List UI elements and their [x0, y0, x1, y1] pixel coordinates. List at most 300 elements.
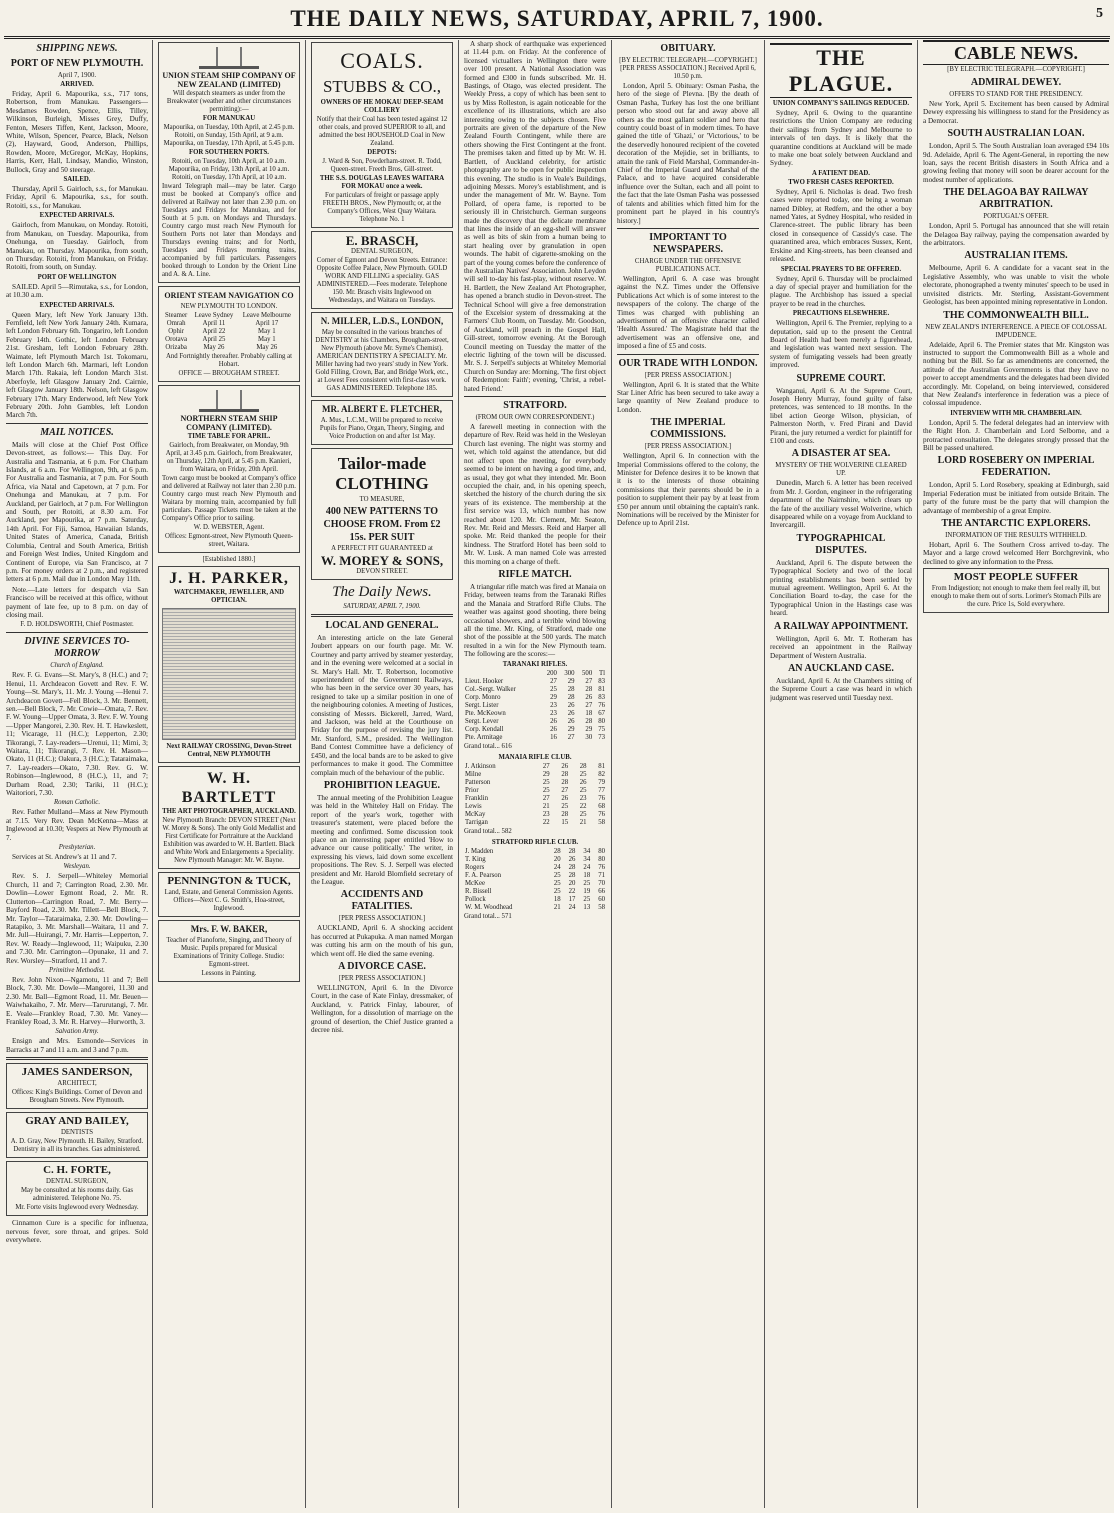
- accidents-heading: ACCIDENTS AND FATALITIES.: [340, 889, 424, 913]
- mail-heading: MAIL NOTICES.: [40, 426, 114, 438]
- dewey-text: New York, April 5. Excitement has been caused by Admiral Dewey expressing his willingness to stand for the Presidency as a Democrat.: [923, 100, 1109, 125]
- paper-nameplate: The Daily News.: [332, 584, 432, 600]
- advert-title: Tailor-made CLOTHING: [335, 454, 429, 493]
- table-cell: May 1: [258, 336, 276, 343]
- score-table-manaia: [464, 763, 606, 827]
- table-cell: April 22: [202, 328, 226, 335]
- table-cell: 28: [553, 848, 561, 856]
- table-cell: 30: [585, 733, 593, 741]
- table-cell: Rogers: [465, 864, 485, 872]
- table-cell: 27: [561, 787, 569, 795]
- table-cell: 29: [542, 771, 550, 779]
- table-cell: 27: [542, 763, 550, 771]
- table-cell: 18: [585, 709, 593, 717]
- wellington-expected-heading: EXPECTED ARRIVALS.: [39, 301, 115, 309]
- divorce-heading: A DIVORCE CASE.: [338, 961, 426, 972]
- mail-text: Mails will close at the Chief Post Office Devon-street, as follows:— This Day. For Australia and Tasmania, at 6 p.m. For Chatham Islands, at 6 a.m. For Wellington, 9th, at 6 p.m. For Australia and Tasmania, at 7 p.m. For South Africa, via Natal and Capetown, at 7 p.m. For Onehunga and Manukau, at 7 p.m. For Auckland, per Gairloch, at 7 p.m. For Wellington and South, per Rotoiti, at 8.30 a.m. For Auckland, per Mapourika, at 7 p.m. Saturday, 14th April. For Fiji, Samoa, Hawaiian Islands, United States of America, Canada, British Columbia, Central and South America, British and Foreign West Indies, United Kingdom and Continent of Europe, via San Francisco, at 7 p.m. For money orders at 2 p.m., and registered letters at 6 p.m. Mail due in London May 11th.: [6, 440, 148, 584]
- column-3: [311, 40, 453, 1508]
- advert-subtitle: Will despatch steamers as under from the Breakwater (weather and other circumstances permitting):—: [166, 90, 292, 113]
- table-cell: 28: [561, 811, 569, 819]
- advert-title: ORIENT STEAM NAVIGATION CO: [164, 291, 294, 300]
- advert-subtitle: STUBBS & CO.,: [322, 77, 442, 96]
- advert-union-steam: [158, 42, 300, 283]
- column-7: [923, 40, 1109, 1508]
- table-cell: 60: [598, 896, 605, 904]
- south-sailings: Rotoiti, on Tuesday, 10th April, at 10 a.m. Mapourika, on Friday, 13th April, at 10 a.m. Rotoiti, on Tuesday, 17th April, at 10 a.m.: [168, 158, 290, 181]
- advert-forte: [6, 1161, 148, 1216]
- table-cell: Corp. Monro: [465, 693, 501, 701]
- imperial-heading: THE IMPERIAL COMMISSIONS.: [650, 417, 726, 441]
- table-cell: Patterson: [465, 779, 491, 787]
- table-cell: 25: [583, 896, 591, 904]
- table-cell: 27: [542, 795, 550, 803]
- mail-note: Note.—Late letters for despatch via San Francisco will be received at this office, without payment of late fee, up to 8 p.m. on day of closing mail.: [6, 585, 148, 619]
- table-cell: 17: [568, 896, 576, 904]
- wesleyan-text: Rev. S. J. Serpell—Whiteley Memorial Church, 11 and 7; Carrington Road, 2.30. Mr. Dowlin—Lower Egmont Road, 2. Mr. R. Clutterton—Carrington Road, 7. Mr. Berry—Bayford Road, 2.30. Mr. Tillett—Bell Block, 7. Mr. Taylor—Tataraimaka, 2.30. Mr. Dowling—Ratapiko, 3. Mr. Marshall—Waitara, 11 and 7. Mr. Jull—Huirangi, 7. Mr. Harris—Lepperton, 7. Rev. W. Ready—Inglewood, 11; Waipuku, 2.30 and 7.30. Mr. Carrington—Opunake, 11 and 7. Rev. Worsley—Stratford, 11 and 7.: [6, 872, 148, 965]
- table-cell: 70: [598, 880, 605, 888]
- table-row: [464, 856, 606, 864]
- table-row: [464, 819, 606, 827]
- table-cell: 25: [579, 771, 587, 779]
- table-cell: 21: [553, 904, 561, 912]
- expected-text: Gairloch, from Manukau, on Monday. Rotoiti, from Manukau, on Tuesday. Mapourika, from Onehunga, on Tuesday. Gairloch, from Manukau, on Thursday. Mapourika, from south, on Thursday. Rotoiti, from Manukau, on Friday. Rotoiti, from south, on Sunday.: [6, 221, 148, 272]
- advert-subtitle: NEW PLYMOUTH TO LONDON.: [180, 303, 278, 310]
- masthead-rule: [4, 36, 1110, 37]
- table-cell: Col.-Sergt. Walker: [465, 685, 516, 693]
- table-cell: McKee: [465, 880, 486, 888]
- table-cell: 58: [598, 819, 605, 827]
- prayers-heading: SPECIAL PRAYERS TO BE OFFERED.: [780, 265, 902, 273]
- advert-coals: [311, 42, 453, 228]
- salvation-heading: Salvation Army.: [55, 1028, 99, 1036]
- advert-text: From Indigestion; not enough to make them feel really ill, but enough to make them out of sorts. Lorimer's Stomach Pills are the cure. Price 1s, Sold everywhere.: [931, 585, 1101, 609]
- table-cell: 21: [579, 819, 587, 827]
- established-note: [Established 1880.]: [202, 556, 256, 563]
- advert-subtitle: DENTAL SURGEON,: [351, 248, 413, 255]
- table-cell: 28: [561, 779, 569, 787]
- typographical-text: Auckland, April 6. The dispute between the Typographical Society and two of the local printing establishments has been settled by mutual agreement. Wellington, April 6. At the Conciliation Board to-day, the case for the Typographical Union in the Hastings case was heard.: [770, 558, 912, 618]
- table-row: [162, 328, 296, 336]
- church-text: Rev. F. G. Evans—St. Mary's, 8 (H.C.) and 7; Henui, 11. Archdeacon Govett and Rev. F. W. Young—St. Mary's, 11. Mr. J. Young —Henui 7. Archdeacon Govett—Fell Block, 3. Mr. Bennett, sen.—Bell Block, 7. Mr. Cowie—Omata, 7. Rev. F. W. Young—Upper Omata, 3. Rev. F. W. Young—Upper Mangorei, 2.30. Rev. H. T. Hawkeslett, 11; Vicarage, 11 (H.C.); Lepperton, 2.30; Tikorangi, 7. Lay-readers—Urenui, 11; Mimi, 3; Waitara, 11; Tikorangi, 7. Rev. H. Mason—Okato, 11 (H.C.); Oakura, 3 (H.C.); Tataraimaka, 7. Lay-readers—Okato, 7.30. Rev. G. W. Robinson—Inglewood, 8 (H.C.), 11, and 7; Durham Road, 2.30; Tariki, 11 (H.C.); Waitoriori, 7.30.: [6, 671, 148, 798]
- table-cell: 28: [567, 685, 575, 693]
- stratford-source: (FROM OUR OWN CORRESPONDENT.): [475, 414, 595, 422]
- table-cell: 25: [561, 803, 569, 811]
- table-row: [162, 320, 296, 328]
- advert-text: Teacher of Pianoforte, Singing, and Theory of Music. Pupils prepared for Musical Examinations of Trinity College. Studio: Egmont-street.: [166, 937, 292, 968]
- advert-title: W. H. BARTLETT: [181, 770, 277, 806]
- trade-heading: OUR TRADE WITH LONDON.: [618, 357, 758, 369]
- local-text: An interesting article on the late General Joubert appears on our fourth page. Mr. W. Courtney and party arrived by steamer yesterday, and in the evening were welcomed at a social in St. Mary's Hall. Mr. T. Robertson, locomotive superintendent of the Government Railways, who has been in the service over 30 years, has resigned to take up a similar position in one of the neighbouring colonies. A meeting of Justices, consisting of Messrs. Bickerell, Jarred, Ward, and Jackson, was held at the Courthouse on Friday for the purpose of revising the jury list. Mr. Stanford, S.M., presided. The Wellington Band Contest Committee have a deficiency of £450, and the local bands are to be asked to give performances to make it good. The Committee complain much of the behaviour of the public.: [311, 634, 453, 777]
- table-cell: 26: [550, 717, 557, 725]
- prohibition-heading: PROHIBITION LEAGUE.: [323, 779, 441, 791]
- table-cell: T. King: [465, 856, 486, 864]
- table-cell: 18: [553, 896, 561, 904]
- advert-title: PENNINGTON & TUCK,: [167, 875, 291, 887]
- table-cell: April 17: [255, 320, 279, 327]
- divorce-source: [PER PRESS ASSOCIATION.]: [338, 975, 426, 982]
- wellington-expected-text: Queen Mary, left New York January 13th. Fernfield, left New York January 24th. Kumara, left London February 6th. Tongariro, left London February 14th. Gothic, left London February 21st. Gresham, left London February 28th. Waimate, left Plymouth March 1st. Tokomaru, left London March 6th. Marmari, left London March 17th. Rakaia, left London March 31st. Aberfoyle, left Glasgow January 2nd. Cairnie, left Glasgow January 18th. Nelson, left Glasgow February 17th. Mary Enderwood, left New York February 20th. John Gambles, left London March 7th.: [6, 310, 148, 420]
- score-table-taranaki: [464, 670, 606, 742]
- newspapers-text: Wellington, April 6. A case was brought against the N.Z. Times under the Offensive Publications Act which is of some interest to the newspapers of the colony. The charge of the Times was charged with publishing an advertisement of an offensive character called 'Health Assured.' The Magistrate held that the advertisement was an offensive one, and imposed a fine of £5 and costs.: [617, 274, 759, 351]
- salvation-text: Ensign and Mrs. Esmonde—Services in Barracks at 7 and 11 a.m. and 3 and 7 p.m.: [6, 1037, 148, 1054]
- divorce-text: WELLINGTON, April 6. In the Divorce Court, in the case of Kate Finlay, dressmaker, of Auckland, v. Patrick Finlay, labourer, of Wellington, for a dissolution of marriage on the ground of desertion, the Chief Justice granted a decree nisi.: [311, 984, 453, 1035]
- patient-text: Sydney, April 6. Nicholas is dead. Two fresh cases were reported today, one being a woman named Dibley, at Redfern, and the other a boy named Yates, at Sydney Hospital, who resided in Clarence-street. The public library has been closed in consequence of Cassidy's case. The quarantined area, which embraces Sussex, Kent, Erskine and King-streets, has been cleansed and released.: [770, 187, 912, 264]
- advert-subtitle: DENTISTS: [60, 1129, 94, 1137]
- rosebery-text: London, April 5. Lord Rosebery, speaking at Edinburgh, said Imperial Federation must be initiated from outside Britain. The party of the future must be the party that will champion the advantage of membership of a great Empire.: [923, 481, 1109, 515]
- advert-northern-steam: [158, 385, 300, 553]
- advert-price: 400 NEW PATTERNS TO CHOOSE FROM. From £2 15s. PER SUIT: [323, 506, 441, 543]
- table-cell: Pte. Armitage: [465, 733, 503, 741]
- steamer-notice: THE S.S. DOUGLAS LEAVES WAITARA FOR MOKAU once a week.: [319, 175, 445, 190]
- advert-footer: Mr. Forte visits Inglewood every Wednesday.: [15, 1204, 139, 1212]
- paper-date: SATURDAY, APRIL 7, 1900.: [343, 603, 421, 610]
- table-cell: 25: [550, 685, 557, 693]
- table-row: [464, 795, 606, 803]
- divider: [6, 632, 148, 633]
- primitive-heading: Primitive Methodist.: [49, 966, 105, 974]
- table-row: [464, 710, 606, 718]
- advert-title: N. MILLER, L.D.S., LONDON,: [320, 316, 444, 326]
- loan-heading: SOUTH AUSTRALIAN LOAN.: [947, 128, 1085, 140]
- table-cell: 28: [568, 864, 576, 872]
- table-cell: Corp. Kendall: [465, 725, 504, 733]
- advert-text: A. Mus., L.C.M., Will be prepared to receive Pupils for Piano, Organ, Theory, Singing, and Voice Production on and after 1st May.: [319, 417, 445, 440]
- advert-owners: OWNERS OF HE MOKAU DEEP-SEAM COLLIERY: [320, 99, 444, 114]
- chamberlain-heading: INTERVIEW WITH MR. CHAMBERLAIN.: [950, 409, 1082, 417]
- table-cell: 18: [583, 872, 591, 880]
- table-cell: Pte. McKeown: [465, 709, 506, 717]
- table-cell: 76: [598, 864, 605, 872]
- depots-heading: DEPOTS:: [367, 149, 397, 156]
- port-date: April 7, 1900.: [57, 72, 97, 79]
- table-cell: 75: [598, 725, 605, 733]
- column-rule: [305, 40, 306, 1508]
- column-4: [464, 40, 606, 1508]
- arrived-heading: ARRIVED.: [60, 81, 94, 88]
- table-cell: 27: [550, 677, 557, 685]
- table-cell: 19: [583, 888, 591, 896]
- table-cell: 22: [579, 803, 587, 811]
- expected-heading: EXPECTED ARRIVALS.: [39, 212, 115, 220]
- typographical-heading: TYPOGRAPHICAL DISPUTES.: [796, 532, 886, 556]
- table-cell: 76: [598, 701, 605, 709]
- advert-title: Mrs. F. W. BAKER,: [190, 924, 268, 934]
- manukau-heading: FOR MANUKAU: [202, 115, 256, 122]
- table-cell: Ophir: [168, 328, 185, 335]
- table-cell: 24: [553, 864, 561, 872]
- table-cell: 26: [550, 725, 557, 733]
- table-cell: 77: [598, 787, 605, 795]
- fresh-cases-heading: TWO FRESH CASES REPORTED.: [788, 178, 894, 186]
- sailed-text: Thursday, April 5. Gairloch, s.s., for Manukau. Friday, April 6. Mapourika, s.s., for south. Rotoiti, s.s., for Manukau.: [6, 185, 148, 210]
- advert-title: NORTHERN STEAM SHIP COMPANY (LIMITED).: [180, 414, 278, 432]
- advert-text: Land, Estate, and General Commission Agents. Offices—Next C. G. Smith's, Hoa-street, Inglewood.: [164, 889, 294, 912]
- local-heading: LOCAL AND GENERAL.: [325, 620, 439, 631]
- table-cell: 24: [583, 864, 591, 872]
- divider: [617, 354, 759, 355]
- delagoa-subheading: PORTUGAL'S OFFER.: [983, 213, 1049, 221]
- obituary-heading: OBITUARY.: [660, 43, 716, 54]
- wesleyan-heading: Wesleyan.: [63, 863, 91, 871]
- column-rule: [611, 40, 612, 1508]
- presbyterian-heading: Presbyterian.: [58, 844, 96, 852]
- commonwealth-text: Adelaide, April 6. The Premier states that Mr. Kingston was instructed to support the Commonwealth Bill as a whole and nothing but the Bill. So far as amendments are concerned, the attitude of the Australian Governments is that they have no power to accept amendments and the delegates had been divided accordingly. Mr. Copeland, on being interviewed, considered that New Zealand's interference in federation was a piece of colossal impudence.: [923, 340, 1109, 408]
- masthead: [0, 6, 1114, 36]
- advert-text: Gairloch, from Breakwater, on Monday, 9th April, at 3.45 p.m. Gairloch, from Breakwater, on Thursday, 12th April, at 5.45 p.m. Kanieri, from Waitara, on Friday, 20th April.: [165, 442, 293, 473]
- table-header: [464, 670, 540, 678]
- advert-parker: [158, 566, 300, 763]
- table-cell: 28: [579, 763, 587, 771]
- table-cell: Tarrigan: [465, 819, 488, 827]
- advert-subtitle: ARCHITECT,: [57, 1080, 97, 1088]
- advert-sanderson: [6, 1063, 148, 1109]
- table-cell: 29: [550, 693, 557, 701]
- advert-title: MR. ALBERT E. FLETCHER,: [321, 404, 443, 414]
- table-cell: May 1: [258, 328, 276, 335]
- advert-title: COALS.: [340, 48, 424, 73]
- depots-list: J. Ward & Son, Powderham-street. R. Todd, Queen-street. Freeth Bros, Gill-street.: [322, 158, 442, 173]
- arrived-text: Friday, April 6. Mapourika, s.s., 717 tons, Robertson, from Manukau. Passengers—Mesdames Rowden, Spence, Ellis, Tilley, Wilkinson, Burleigh, Misses Grey, Duffy, Fenton, Mesers Tiffen, Kent, Jackson, Moore, White, Wilson, Spencer, Pearce, Black, Nelson (2), Hayward, Good, Anderson, Phillips, Rowden, Moore, McGregor, McKay, Hopkins, Harris, Kerr, Hall, Lindsay, Mandio, Winston, Bullock, Gray and 50 steerage.: [6, 90, 148, 174]
- advert-text: May be consulted at his rooms daily. Gas administered. Telephone No. 75.: [20, 1187, 134, 1203]
- railway-heading: A RAILWAY APPOINTMENT.: [773, 620, 908, 632]
- postmaster-sign: F. D. HOLDSWORTH, Chief Postmaster.: [20, 621, 134, 629]
- imperial-text: Wellington, April 6. In connection with the Imperial Commissions offered to the colony, the Minister for Defence desires it to be known that it is to the interests of those obtaining commissions that their parents should be in a position to supplement their pay by at least from £50 per annum until obtaining the captain's rank. Nominations will be received by the Minister for Defence up to April 21st.: [617, 452, 759, 528]
- table-cell: Sergt. Lever: [465, 717, 499, 725]
- plague-title: THE PLAGUE.: [770, 43, 912, 98]
- table-cell: 13: [583, 904, 591, 912]
- obituary-text: London, April 5. Obituary: Osman Pasha, the hero of the siege of Plevna. [By the death of Osman Pasha, Turkey has lost the one brilliant person who stood out far and away above all others as the most gallant soldier and hero that country could boast of in modern times. To have gained the title of 'Ghazi,' or 'Victorious,' to be the deservedly honoured recipient of the coveted decoration of the Mejidie, set in brilliants, to attain the rank of Field Marshal, Commander-in-Chief of the Imperial Guard and Marshal of the Palace, and to have acquired considerable influence over the Sultan, each and all point to the fact that the late Osman Pasha was possessed of talents and abilities which fitted him for the prominent part he played in his country's history.]: [617, 82, 759, 225]
- table-cell: McKay: [465, 811, 486, 819]
- advert-signature: W. D. WEBSTER, Agent.: [193, 524, 265, 531]
- rosebery-heading: LORD ROSEBERY ON IMPERIAL FEDERATION.: [937, 455, 1095, 479]
- table-cell: W. M. Woodhead: [465, 904, 513, 912]
- advert-footer: Lessons in Painting.: [201, 970, 257, 977]
- table-cell: 29: [585, 725, 593, 733]
- advert-footer: Next RAILWAY CROSSING, Devon-Street Central, NEW PLYMOUTH: [166, 743, 292, 758]
- prayers-text: Sydney, April 6. Thursday will be proclaimed a day of special prayer and humiliation for the plague. The Archbishop has issued a special prayer to be read in the churches.: [770, 274, 912, 308]
- table-cell: 27: [585, 701, 593, 709]
- table-header: Leave Sydney: [194, 312, 234, 319]
- advert-morey: [311, 448, 453, 580]
- auckland-case-text: Auckland, April 6. At the Chambers sitting of the Supreme Court a case was heard in which judgment was reserved until Tuesday next.: [770, 676, 912, 702]
- disaster-subheading: MYSTERY OF THE WOLVERINE CLEARED UP.: [775, 462, 907, 478]
- antarctic-subheading: INFORMATION OF THE RESULTS WITHHELD.: [945, 532, 1087, 539]
- table-cell: 26: [561, 763, 569, 771]
- divider: [464, 396, 606, 397]
- delagoa-heading: THE DELAGOA BAY RAILWAY ARBITRATION.: [943, 187, 1089, 211]
- advert-contact: For particulars of freight or passage apply FREETH BROS., New Plymouth; or, at the Company's Offices, West Quay Waitara. Telephone No. 1: [322, 192, 442, 223]
- table-cell: 22: [542, 819, 550, 827]
- table-cell: 26: [567, 709, 575, 717]
- table-cell: 20: [568, 880, 576, 888]
- advert-firm: W. MOREY & SONS,: [320, 553, 444, 568]
- loan-text: London, April 5. The South Australian loan averaged £94 10s 9d. Adelaide, April 6. The Agent-General, in reporting the new loan, says the recent British disasters in South Africa and a growing feeling that money will soon be dearer account for the modest number of applications.: [923, 142, 1109, 184]
- table-row: [464, 848, 606, 856]
- imperial-source: [PER PRESS ASSOCIATION.]: [644, 443, 732, 451]
- cable-title: CABLE NEWS.: [923, 40, 1109, 65]
- rifle-heading: RIFLE MATCH.: [498, 568, 572, 580]
- table-cell: Orotava: [165, 336, 188, 343]
- table-cell: 26: [585, 693, 593, 701]
- table-row: [464, 811, 606, 819]
- advert-subtitle: TIME TABLE FOR APRIL.: [187, 433, 271, 440]
- table-cell: 80: [598, 856, 605, 864]
- shopfront-illustration: [162, 608, 296, 740]
- table-cell: 23: [550, 701, 557, 709]
- table-cell: 26: [561, 795, 569, 803]
- table-row: [464, 803, 606, 811]
- table-row: [464, 694, 606, 702]
- commonwealth-heading: THE COMMONWEALTH BILL.: [943, 309, 1089, 321]
- table-cell: 67: [598, 709, 605, 717]
- table-row: [464, 718, 606, 726]
- table-cell: 79: [598, 779, 605, 787]
- railway-text: Wellington, April 6. Mr. T. Rotheram has received an appointment in the Railway Department of Western Australia.: [770, 634, 912, 660]
- score-total: Grand total... 582: [464, 828, 512, 836]
- table-header: Steamer: [164, 312, 188, 319]
- score-total: Grand total... 616: [464, 742, 512, 750]
- table-cell: 26: [567, 701, 575, 709]
- table-cell: 25: [542, 787, 550, 795]
- table-row: [162, 344, 296, 352]
- taranaki-heading: TARANAKI RIFLES.: [502, 660, 568, 668]
- table-row: [464, 734, 606, 742]
- column-5: [617, 40, 759, 1508]
- prohibition-text: The annual meeting of the Prohibition League was held in the Whiteley Hall on Friday. The report of the year's work, together with treasurer's statement, were placed before the meeting and confirmed. Some discussion took place on an interesting paper entitled 'How to advance our cause politically.' The writer, in expressing his views, laid down some excellent propositions. The Rev. S. J. Serpell was elected president and Mr. Harold Blomfield secretary of the League.: [311, 793, 453, 886]
- table-cell: 58: [598, 904, 605, 912]
- disaster-text: Dunedin, March 6. A letter has been received from Mr. J. Gordon, engineer in the refrigerating department of the Nairnshire, which clears up the fate of the auxiliary vessel Wolverine, which disappeared while on a voyage from Auckland to Invercargill.: [770, 479, 912, 530]
- table-cell: 15: [561, 819, 569, 827]
- patient-heading: A FATIENT DEAD.: [812, 169, 870, 177]
- advert-title: J. H. PARKER,: [169, 570, 289, 587]
- plague-text: Sydney, April 6. Owing to the quarantine restrictions the Union Company are reducing their sailings from Sydney and Melbourne to intervals of ten days. It is likely that the quarantine conditions at Auckland will be made to make one boat solely between Auckland and Sydney.: [770, 109, 912, 168]
- table-cell: Milne: [465, 771, 482, 779]
- table-cell: 25: [553, 888, 561, 896]
- advert-text: Corner of Egmont and Devon Streets. Entrance: Opposite Coffee Palace, New Plymouth. GOLD WORK AND FILLING a speciality. GAS ADMINISTERED.—Fees moderate. Telephone 150. Mr. Brasch visits Inglewood on Wednesdays, and Waitara on Tuesdays.: [316, 257, 448, 304]
- table-cell: 26: [568, 856, 576, 864]
- advert-title: MOST PEOPLE SUFFER: [953, 571, 1079, 584]
- advert-note: Town cargo must be booked at Company's office and delivered at Railway not later than 2.30 p.m. Country cargo must reach New Plymouth and Waitara by morning train, accompanied by full particulars. Passage Tickets must be taken at the Company's Office prior to sailing.: [162, 475, 296, 522]
- column-2: [158, 40, 300, 1508]
- table-cell: 27: [567, 733, 575, 741]
- antarctic-heading: THE ANTARCTIC EXPLORERS.: [941, 518, 1091, 529]
- chamberlain-text: London, April 5. The federal delegates had an interview with the Right Hon. J. Chamberlain and Lord Selborne, and a protracted consultation. The delegates strongly pressed that the Bill be passed unaltered.: [923, 418, 1109, 452]
- dewey-heading: ADMIRAL DEWEY.: [970, 77, 1062, 88]
- table-cell: 26: [567, 717, 575, 725]
- table-cell: Prior: [465, 787, 479, 795]
- australian-heading: AUSTRALIAN ITEMS.: [964, 250, 1068, 262]
- column-rule: [917, 40, 918, 1508]
- table-row: [464, 771, 606, 779]
- table-cell: May 26: [256, 344, 278, 351]
- disaster-heading: A DISASTER AT SEA.: [791, 448, 891, 460]
- table-cell: May 26: [203, 344, 225, 351]
- table-row: [464, 779, 606, 787]
- table-header: 500: [582, 669, 593, 677]
- table-cell: J. Madden: [465, 848, 494, 856]
- supreme-text: Wanganui, April 6. At the Supreme Court, Joseph Henry Murray, found guilty of false pretences, was sentenced to 18 months. In the libel action George Wilson, physician, of Palmerston North, v. Fred Pirani and David Pirani, the jury returned a verdict for plaintiff for £100 and costs.: [770, 386, 912, 445]
- table-cell: Pollock: [465, 896, 486, 904]
- score-table-stratford: [464, 848, 606, 912]
- primitive-text: Rev. John Nixon—Ngamotu, 11 and 7; Bell Block, 7.30. Mr. Dowle—Mangorei, 11.30 and 2.30. Mr. Ball—Egmont Road, 11. Mr. Beuen—Waiwhakaiho, 7. Mr. Merv—Tarurutangi, 7. Mr. E. Veale—Frankley Road, 7.30. Mr. Vaney—Frankley Road, 3. Mr. R. Harvey—Hurworth, 3.: [6, 975, 148, 1026]
- column-6: [770, 40, 912, 1508]
- delagoa-text: London, April 5. Portugal has announced that she will retain the Delagoa Bay railway, paying the compensation awarded by the arbitrators.: [923, 222, 1109, 248]
- table-header: 200: [546, 669, 557, 677]
- trade-text: Wellington, April 6. It is stated that the White Star Liner Afric has been secured to take away a large quantity of New Zealand produce to London.: [617, 380, 759, 414]
- supreme-heading: SUPREME COURT.: [796, 372, 886, 384]
- table-row: [464, 726, 606, 734]
- advert-text: Offices: King's Buildings. Corner of Devon and Brougham Streets. New Plymouth.: [11, 1089, 143, 1105]
- orient-table: [162, 312, 296, 352]
- antarctic-text: Hobart, April 6. The Southern Cross arrived to-day. The Mayor and a large crowd welcomed Herr Borchgrevink, who declined to give any information to the Press.: [923, 541, 1109, 566]
- advert-miller: [311, 312, 453, 397]
- obituary-source: [BY ELECTRIC TELEGRAPH.—COPYRIGHT.] [PER PRESS ASSOCIATION.] Received April 6, 10.50 p.m.: [619, 57, 757, 80]
- table-cell: 80: [598, 717, 605, 725]
- table-cell: Omrah: [166, 320, 186, 327]
- table-row: [464, 896, 606, 904]
- sailed-heading: SAILED.: [63, 176, 91, 184]
- table-cell: J. Atkinson: [465, 763, 496, 771]
- steamship-icon: [199, 47, 259, 69]
- table-header: Leave Melbourne: [242, 312, 291, 319]
- table-cell: 28: [568, 848, 576, 856]
- table-cell: 73: [598, 733, 605, 741]
- table-row: [162, 336, 296, 344]
- commonwealth-subheading: NEW ZEALAND'S INTERFERENCE. A PIECE OF COLOSSAL IMPUDENCE.: [925, 323, 1107, 339]
- cable-source: [BY ELECTRIC TELEGRAPH.—COPYRIGHT.]: [947, 66, 1085, 73]
- advert-gray-bailey: [6, 1112, 148, 1158]
- advert-text: A. D. Gray, New Plymouth. H. Bailey, Stratford. Dentistry in all its branches. Gas administered.: [10, 1138, 144, 1154]
- table-cell: 81: [598, 763, 605, 771]
- table-cell: 20: [553, 856, 561, 864]
- stratford-club-heading: STRATFORD RIFLE CLUB.: [491, 839, 579, 847]
- advert-text: New Plymouth Branch: DEVON STREET (Next W. Morey & Sons). The only Gold Medallist and First Certificate for Portraiture at the Auckland Exhibition was awarded to W. H. Bartlett. Black and White Work and Enlargements a Speciality. New Plymouth Manager: Mr. W. Bayne.: [162, 817, 296, 864]
- table-cell: 21: [542, 803, 550, 811]
- divine-heading: DIVINE SERVICES TO-MORROW: [24, 636, 130, 660]
- advert-fit: A PERFECT FIT GUARANTEED at: [331, 545, 433, 552]
- column-rule: [152, 40, 153, 1508]
- table-cell: 29: [567, 677, 575, 685]
- port-heading: PORT OF NEW PLYMOUTH.: [10, 58, 144, 69]
- table-row: [464, 702, 606, 710]
- advert-indigestion: [923, 568, 1109, 613]
- plague-subheading: UNION COMPANY'S SAILINGS REDUCED.: [772, 100, 910, 107]
- table-cell: 25: [579, 811, 587, 819]
- table-cell: 25: [579, 787, 587, 795]
- advert-brasch: [311, 231, 453, 309]
- table-cell: 81: [598, 685, 605, 693]
- advert-title: JAMES SANDERSON,: [21, 1066, 133, 1079]
- table-cell: 23: [542, 811, 550, 819]
- advert-office: Offices: Egmont-street, New Plymouth Queen-street, Waitara.: [164, 533, 294, 548]
- table-cell: 80: [598, 848, 605, 856]
- table-cell: 27: [585, 677, 593, 685]
- table-row: [464, 787, 606, 795]
- table-cell: 68: [598, 803, 605, 811]
- divider: [311, 614, 453, 617]
- column-rule: [458, 40, 459, 1508]
- table-row: [464, 904, 606, 912]
- manukau-sailings: Mapourika, on Tuesday, 10th April, at 2.45 p.m. Rotoiti, on Sunday, 15th April, at 9 a.m. Mapourika, on Tuesday, 17th April, at 5.45 p.m.: [163, 124, 295, 147]
- table-cell: 25: [553, 872, 561, 880]
- advert-title: E. BRASCH,: [345, 233, 419, 248]
- advert-text: May be consulted in the various branches of DENTISTRY at his Chambers, Brougham-street, New Plymouth (above Mr. Syme's Chemist). AMERICAN DENTISTRY A SPECIALTY. Mr. Miller having had two years' study in New York. Gold Filling, Crown, Bar, and Bridge Work, etc., at Lowest Fees consistent with first-class work. GAS ADMINISTERED. Telephone 185.: [315, 329, 449, 392]
- advert-office: OFFICE — BROUGHAM STREET.: [178, 370, 280, 377]
- australian-text: Melbourne, April 6. A candidate for a vacant seat in the Legislative Assembly, who was unable to visit the whole electorate, phonographed a twenty minutes' speech to be used in unvisited districts. Mr. Sterling, Assistant-Government Geologist, has been appointed mining representative in London.: [923, 264, 1109, 307]
- precautions-text: Wellington, April 6. The Premier, replying to a deputation, said up to the present the Central Board of Health had been merely a figurehead, and legislation was wanted next session. The system of fumigating vessels had been greatly improved.: [770, 319, 912, 370]
- table-cell: 76: [598, 811, 605, 819]
- table-row: [464, 888, 606, 896]
